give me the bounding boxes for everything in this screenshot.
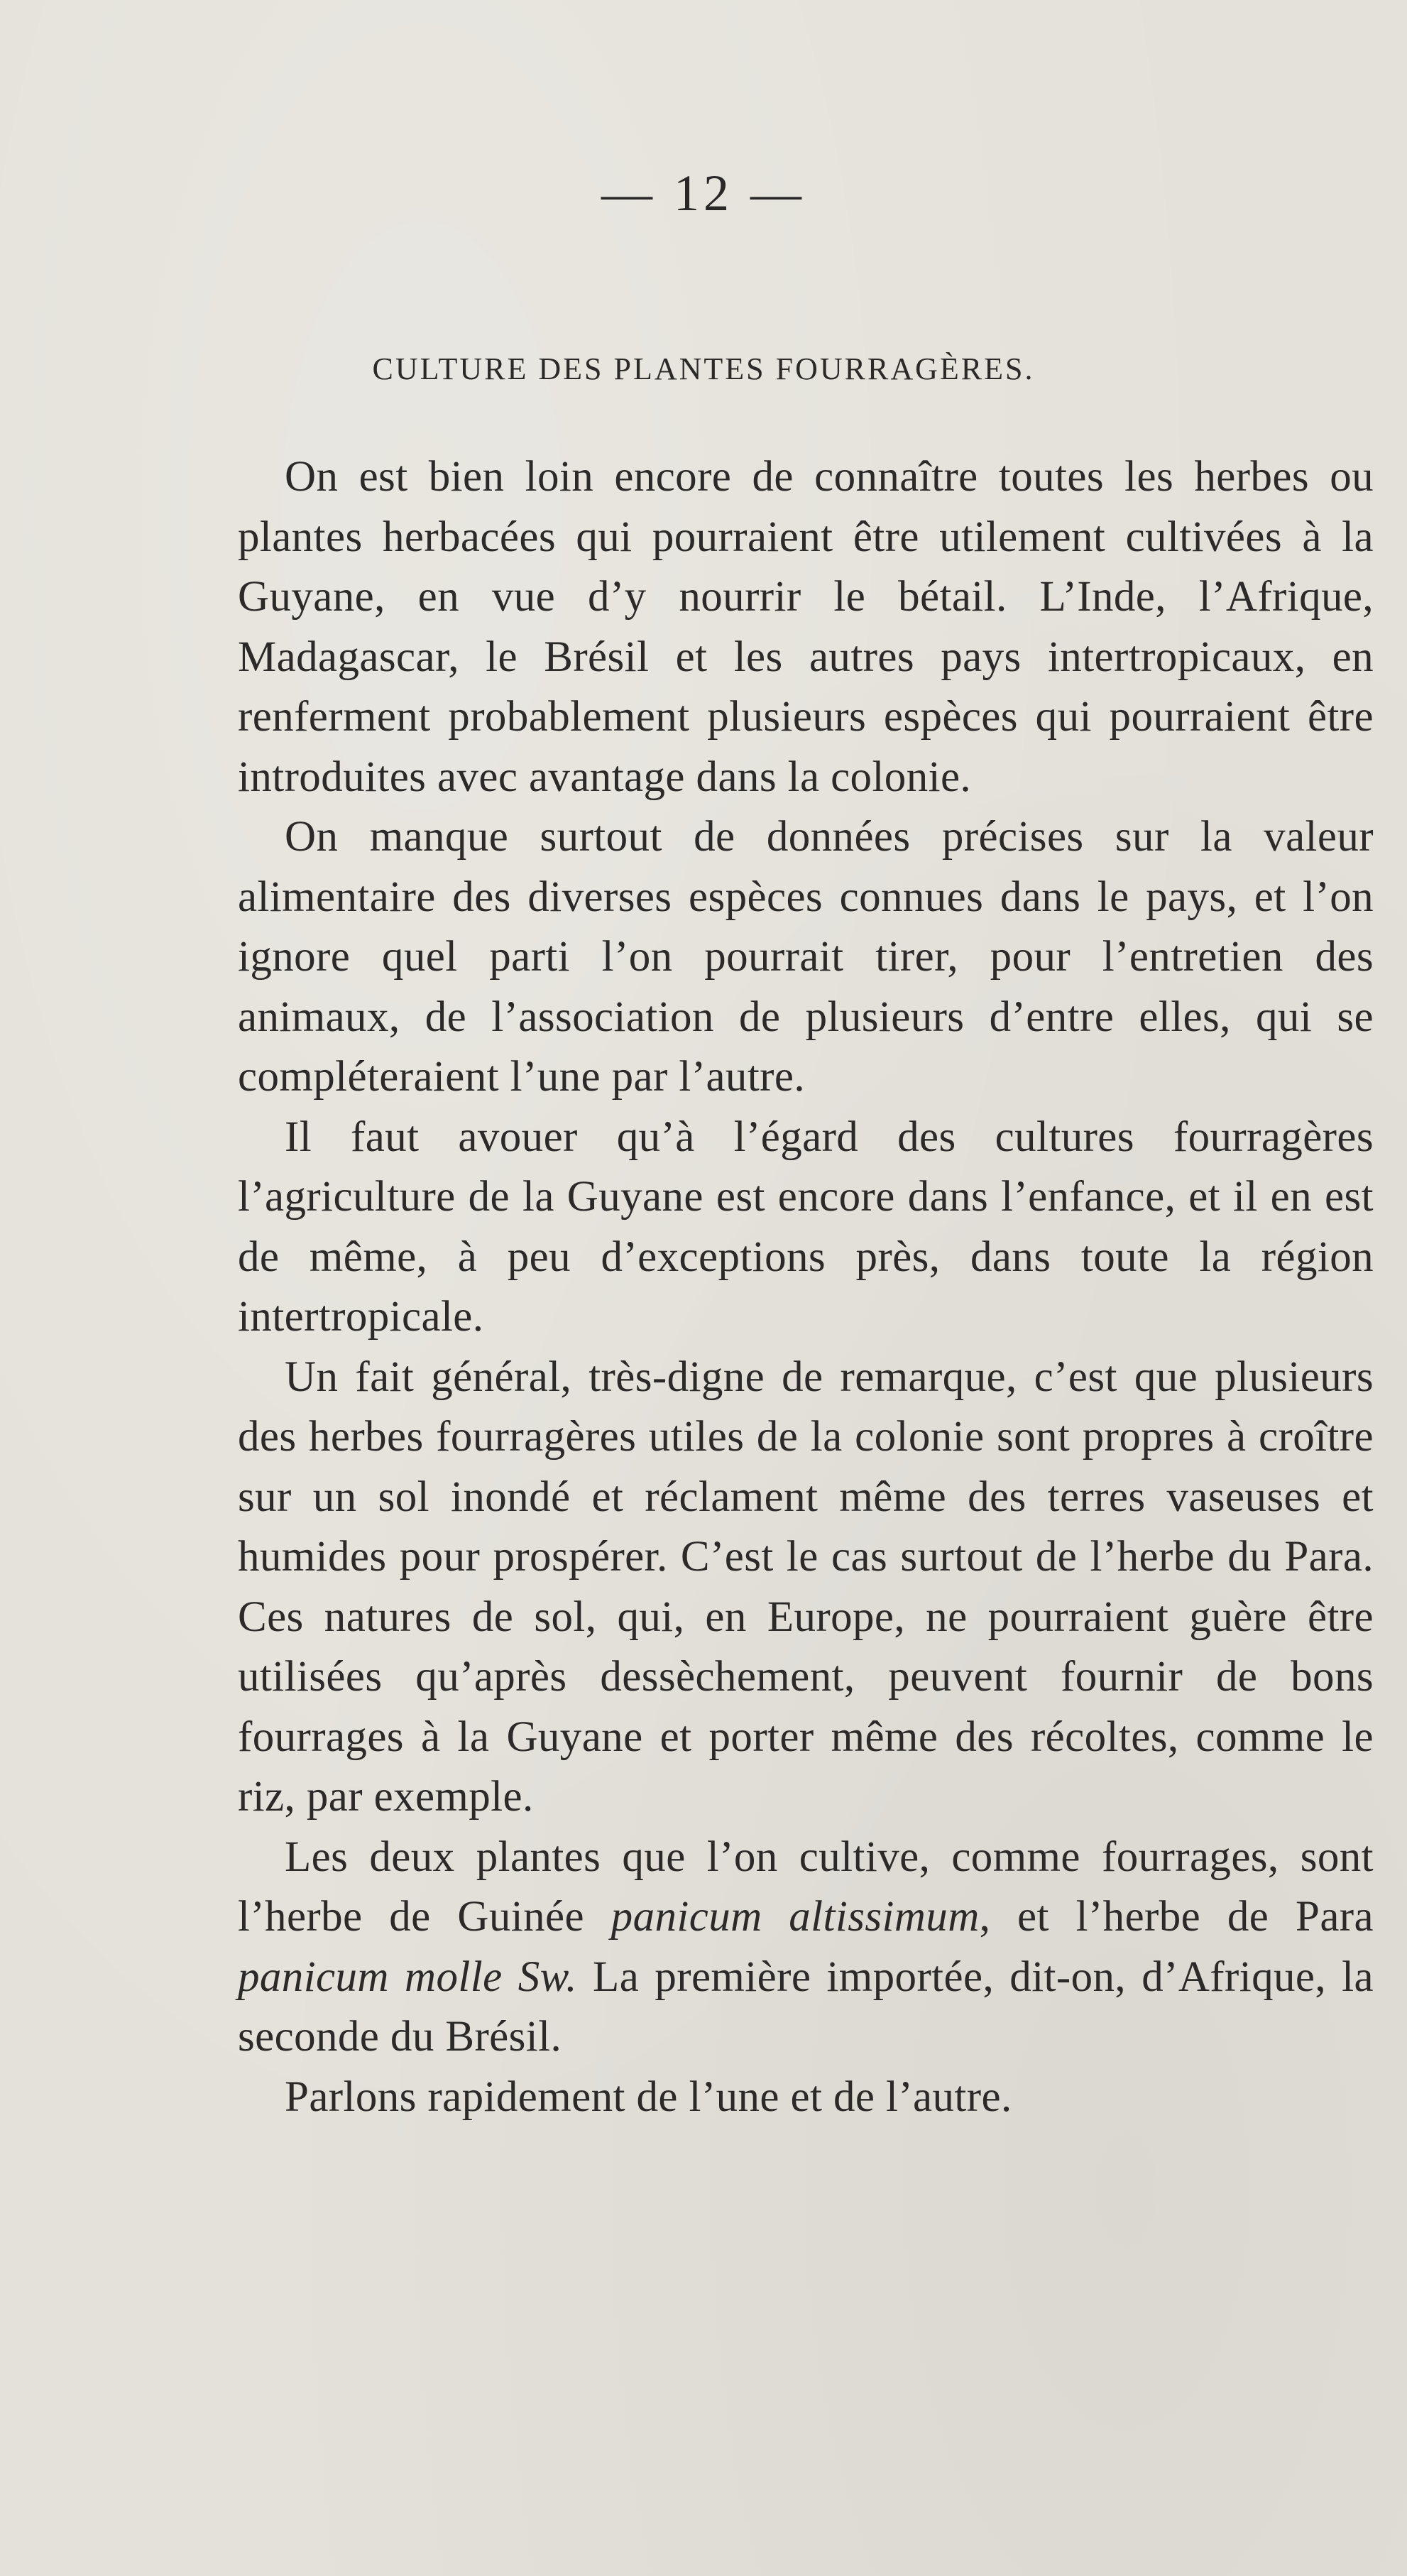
paragraph-2: On manque surtout de données précises sur la valeur alimentaire des diverses espèces connues dans le pays, et l’on ignore quel parti l’on pourrait tirer, pour l’entretien des animaux, de l’association de plusieurs d’entre elles, qui se compléteraient l’une par l’autre.	[238, 813, 1374, 1101]
species-name-guinea-grass: panicum altissimum	[611, 1893, 980, 1941]
paragraph-4: Un fait général, très-digne de remarque, c’est que plusieurs des herbes fourragères utiles de la colonie sont propres à croître sur un sol inondé et réclament même des terres vaseuses et humides pour prospérer. C’est le cas surtout de l’herbe du Para. Ces natures de sol, qui, en Europe, ne pourraient guère être utilisées qu’après dessèchement, peuvent fournir de bons fourrages à la Guyane et porter même des récoltes, comme le riz, par exemple.	[238, 1353, 1374, 1821]
paragraph-5-text-1: Les deux plantes que l’on cultive, comme fourrages, sont l’herbe de Guinée	[238, 1833, 1374, 1941]
paragraph-3: Il faut avouer qu’à l’égard des cultures fourragères l’agriculture de la Guyane est encore dans l’enfance, et il en est de même, à peu d’exceptions près, dans toute la région intertropicale.	[238, 1113, 1374, 1341]
paragraph-1: On est bien loin encore de connaître toutes les herbes ou plantes herbacées qui pourraient être utilement cultivées à la Guyane, en vue d’y nourrir le bétail. L’Inde, l’Afrique, Madagascar, le Brésil et les autres pays intertropicaux, en renferment probablement plusieurs espèces qui pourraient être introduites avec avantage dans la colonie.	[238, 453, 1374, 801]
body-text	[238, 447, 1374, 2127]
paragraph-5-text-3: La première importée, dit-on, d’Afrique, la seconde du Brésil.	[238, 1953, 1374, 2061]
species-name-para-grass: panicum molle Sw.	[238, 1953, 577, 2001]
paragraph-6: Parlons rapidement de l’une et de l’autre.	[285, 2073, 1012, 2121]
section-heading: CULTURE DES PLANTES FOURRAGÈRES.	[372, 351, 1035, 386]
page-number: — 12 —	[601, 165, 806, 222]
paragraph-5-text-2: , et l’herbe de Para	[979, 1893, 1374, 1941]
paragraph-5	[238, 1828, 1374, 2068]
